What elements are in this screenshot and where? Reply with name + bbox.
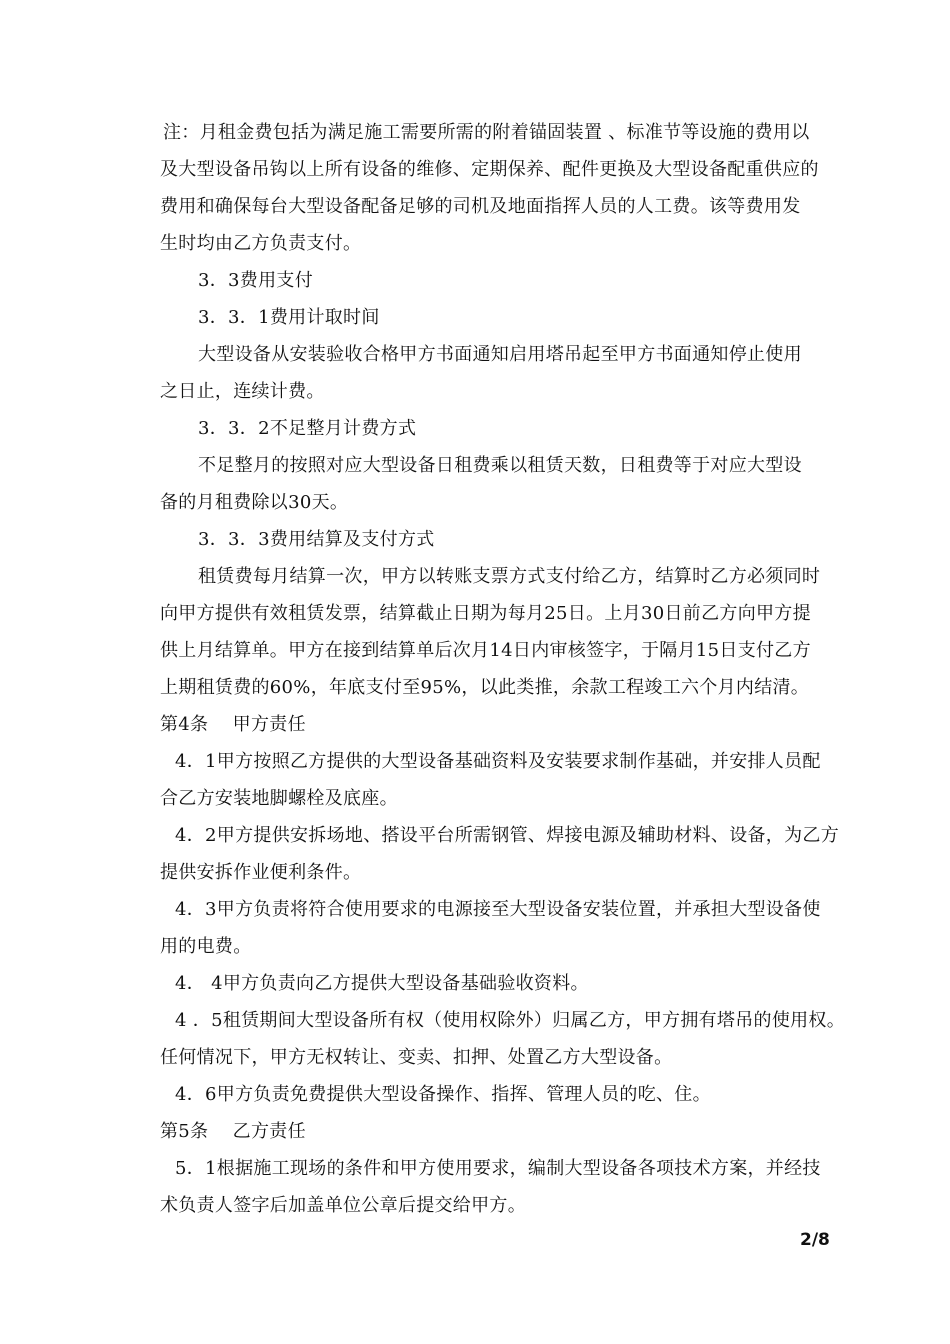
- paragraph-line: 生时均由乙方负责支付。: [160, 233, 362, 254]
- paragraph-line: 大型设备从安装验收合格甲方书面通知启用塔吊起至甲方书面通知停止使用: [198, 344, 802, 365]
- paragraph-line: 及大型设备吊钩以上所有设备的维修、定期保养、配件更换及大型设备配重供应的: [160, 159, 819, 180]
- page-number: 2/8: [800, 1230, 830, 1250]
- paragraph-line: 不足整月的按照对应大型设备日租费乘以租赁天数，日租费等于对应大型设: [198, 455, 802, 476]
- paragraph-line: 4． 4甲方负责向乙方提供大型设备基础验收资料。: [175, 973, 589, 994]
- section-heading: 3．3费用支付: [198, 270, 314, 291]
- paragraph-line: 4．3甲方负责将符合使用要求的电源接至大型设备安装位置，并承担大型设备使: [175, 899, 821, 920]
- paragraph-line: 4．1甲方按照乙方提供的大型设备基础资料及安装要求制作基础，并安排人员配: [175, 751, 821, 772]
- paragraph-line: 提供安拆作业便利条件。: [160, 862, 362, 883]
- paragraph-line: 任何情况下，甲方无权转让、变卖、扣押、处置乙方大型设备。: [160, 1047, 673, 1068]
- paragraph-line: 合乙方安装地脚螺栓及底座。: [160, 788, 398, 809]
- section-heading: 3．3．3费用结算及支付方式: [198, 529, 435, 550]
- paragraph-line: 租赁费每月结算一次，甲方以转账支票方式支付给乙方，结算时乙方必须同时: [198, 566, 821, 587]
- paragraph-line: 4 ．5租赁期间大型设备所有权（使用权除外）归属乙方，甲方拥有塔吊的使用权。: [175, 1010, 846, 1031]
- paragraph-line: 4．6甲方负责免费提供大型设备操作、指挥、管理人员的吃、住。: [175, 1084, 711, 1105]
- paragraph-line: 术负责人签字后加盖单位公章后提交给甲方。: [160, 1195, 526, 1216]
- paragraph-line: 用的电费。: [160, 936, 252, 957]
- paragraph-line: 备的月租费除以30天。: [160, 492, 349, 513]
- paragraph-line: 之日止，连续计费。: [160, 381, 325, 402]
- article-heading: 第4条 甲方责任: [160, 714, 306, 735]
- paragraph-line: 4．2甲方提供安拆场地、搭设平台所需钢管、焊接电源及辅助材料、设备，为乙方: [175, 825, 840, 846]
- paragraph-line: 供上月结算单。甲方在接到结算单后次月14日内审核签字，于隔月15日支付乙方: [160, 640, 811, 661]
- article-heading: 第5条 乙方责任: [160, 1121, 306, 1142]
- section-heading: 3．3．2不足整月计费方式: [198, 418, 417, 439]
- section-heading: 3．3．1费用计取时间: [198, 307, 380, 328]
- paragraph-line: 5．1根据施工现场的条件和甲方使用要求，编制大型设备各项技术方案，并经技: [175, 1158, 821, 1179]
- paragraph-line: 费用和确保每台大型设备配备足够的司机及地面指挥人员的人工费。该等费用发: [160, 196, 801, 217]
- paragraph-line: 上期租赁费的60%，年底支付至95%，以此类推，余款工程竣工六个月内结清。: [160, 677, 810, 698]
- paragraph-line: 注：月租金费包括为满足施工需要所需的附着锚固装置 、标准节等设施的费用以: [163, 122, 810, 143]
- paragraph-line: 向甲方提供有效租赁发票，结算截止日期为每月25日。上月30日前乙方向甲方提: [160, 603, 811, 624]
